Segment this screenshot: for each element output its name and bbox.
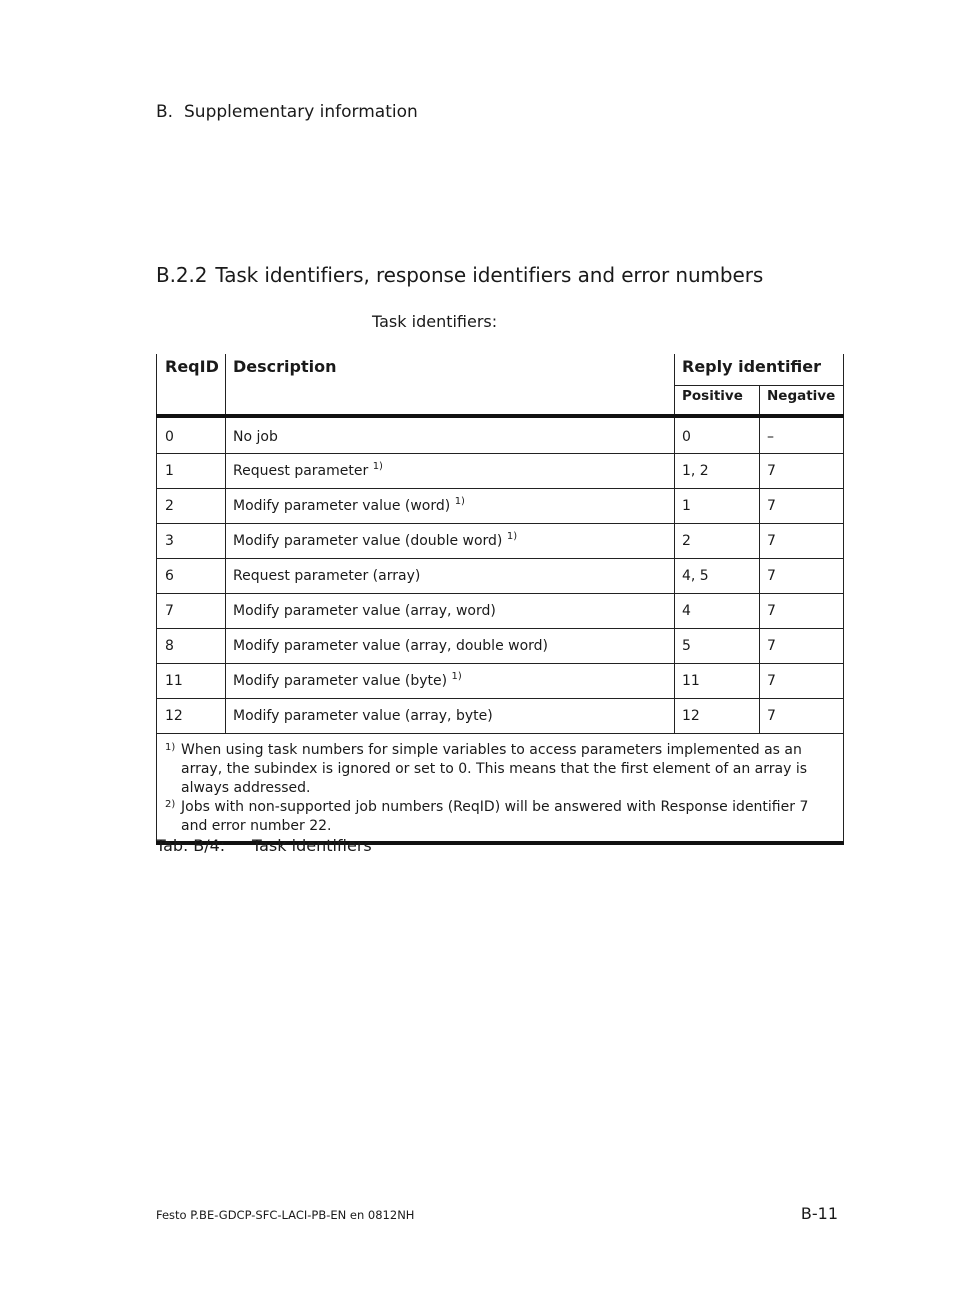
section-heading [156, 263, 763, 287]
cell-reqid: 12 [165, 708, 183, 724]
table-footnotes [156, 734, 844, 841]
cell-description: No job [233, 429, 278, 445]
table-row [156, 489, 844, 524]
cell-description: Modify parameter value (array, word) [233, 603, 496, 619]
task-identifiers-table [156, 354, 844, 845]
table-row [156, 418, 844, 454]
table-row [156, 559, 844, 594]
cell-reqid: 6 [165, 568, 174, 584]
footnote-text: Jobs with non-supported job numbers (ReqID) will be answered with Response identifier 7 and error number 22. [181, 799, 809, 834]
column-divider [225, 354, 226, 414]
table-row [156, 629, 844, 664]
cell-negative: – [767, 429, 774, 445]
footnote [165, 798, 831, 836]
header-positive: Positive [682, 388, 743, 404]
cell-reqid: 0 [165, 429, 174, 445]
cell-description: Modify parameter value (double word) $^{1)}$ [233, 531, 518, 549]
cell-description: Request parameter $^{1)}$ [233, 461, 383, 479]
cell-reqid: 3 [165, 533, 174, 549]
footnote-text: When using task numbers for simple variables to access parameters implemented as an array, the subindex is ignored or set to 0. This means that the first element of an array is always addressed. [181, 742, 808, 796]
header-description: Description [233, 357, 337, 376]
cell-negative: 7 [767, 708, 776, 724]
page-number: B-11 [800, 1204, 838, 1223]
cell-negative: 7 [767, 603, 776, 619]
cell-description: Modify parameter value (array, byte) [233, 708, 493, 724]
column-divider [674, 354, 675, 414]
footnote-marker: 1) [165, 742, 176, 753]
cell-positive: 0 [682, 429, 691, 445]
cell-positive: 1, 2 [682, 463, 709, 479]
cell-reqid: 8 [165, 638, 174, 654]
cell-positive: 1 [682, 498, 691, 514]
cell-negative: 7 [767, 463, 776, 479]
header-reply-identifier: Reply identifier [682, 357, 822, 376]
cell-negative: 7 [767, 638, 776, 654]
footnote [165, 741, 831, 798]
table-caption [156, 836, 372, 855]
cell-reqid: 1 [165, 463, 174, 479]
cell-description: Modify parameter value (word) $^{1)}$ [233, 496, 465, 514]
chapter-title: Supplementary information [184, 102, 418, 122]
footer-document-id: Festo P.BE-GDCP-SFC-LACI-PB-EN en 0812NH [156, 1208, 415, 1222]
caption-text: Task identifiers [252, 836, 372, 855]
header-reqid: ReqID [165, 357, 219, 376]
cell-positive: 11 [682, 673, 700, 689]
cell-negative: 7 [767, 498, 776, 514]
cell-positive: 4 [682, 603, 691, 619]
table-row [156, 664, 844, 699]
cell-negative: 7 [767, 673, 776, 689]
table-row [156, 594, 844, 629]
cell-negative: 7 [767, 568, 776, 584]
header-negative: Negative [767, 388, 836, 404]
caption-label: Tab. B/4: [156, 836, 226, 855]
section-number: B.2.2 [156, 263, 208, 287]
cell-positive: 2 [682, 533, 691, 549]
table-header [156, 354, 844, 414]
section-title: Task identifiers, response identifiers and error numbers [215, 263, 764, 287]
table-row [156, 454, 844, 489]
cell-reqid: 7 [165, 603, 174, 619]
chapter-heading [156, 102, 418, 122]
table-row [156, 524, 844, 559]
footnote-marker: 2) [165, 799, 176, 810]
cell-negative: 7 [767, 533, 776, 549]
cell-positive: 5 [682, 638, 691, 654]
cell-reqid: 11 [165, 673, 183, 689]
table-row [156, 699, 844, 734]
column-divider [759, 385, 760, 414]
table-heading: Task identifiers: [372, 312, 498, 331]
cell-description: Request parameter (array) [233, 568, 421, 584]
cell-positive: 12 [682, 708, 700, 724]
chapter-number: B. [156, 102, 174, 122]
cell-positive: 4, 5 [682, 568, 709, 584]
cell-reqid: 2 [165, 498, 174, 514]
cell-description: Modify parameter value (byte) $^{1)}$ [233, 671, 462, 689]
header-subdivider [674, 385, 843, 386]
cell-description: Modify parameter value (array, double word) [233, 638, 548, 654]
